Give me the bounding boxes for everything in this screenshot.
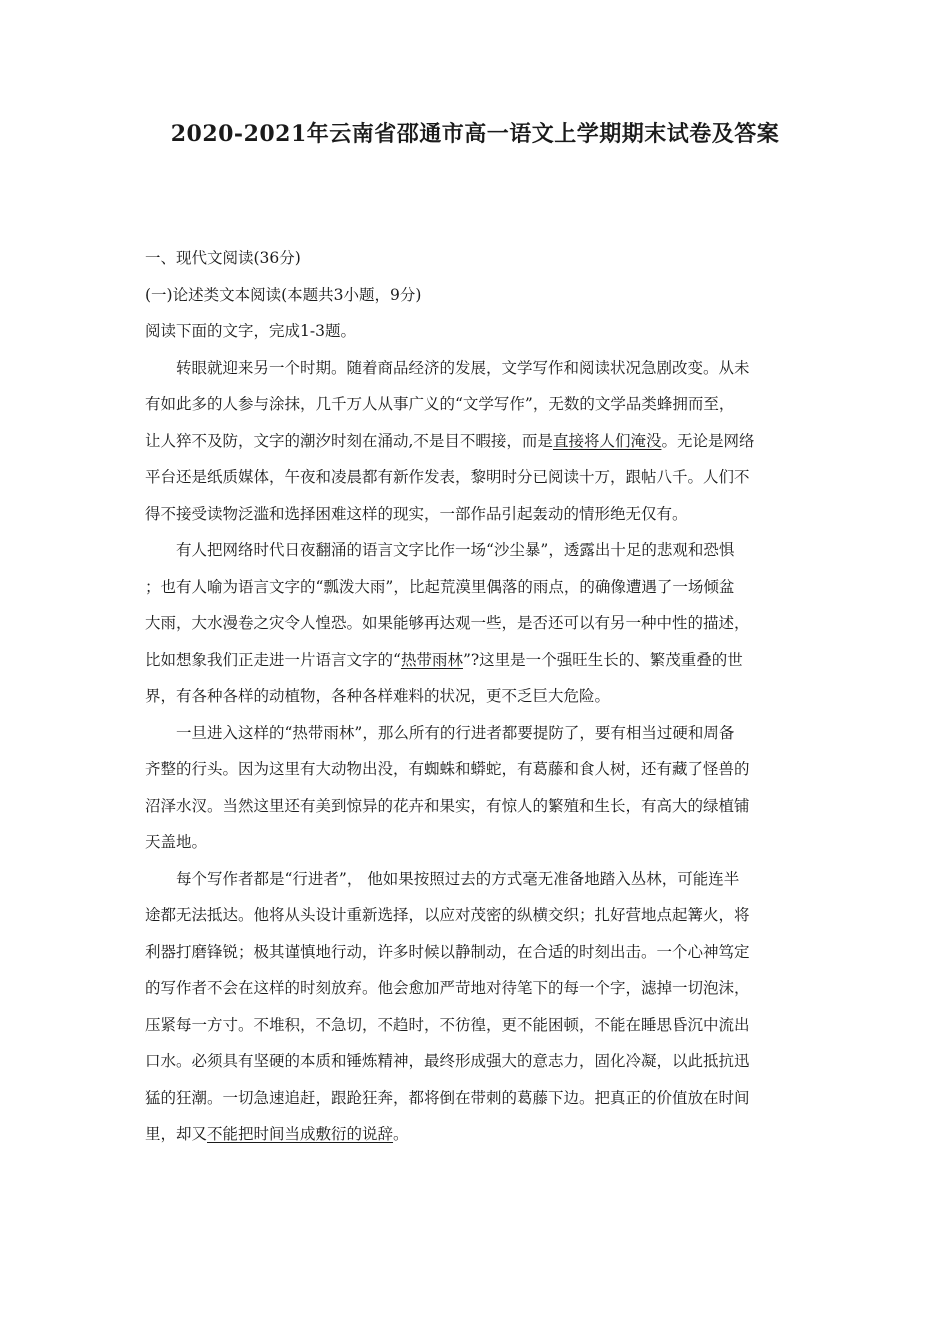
text-line: 有如此多的人参与涂抹，几千万人从事广义的“文学写作”，无数的文学品类蜂拥而至， (145, 395, 735, 413)
text-line: 转眼就迎来另一个时期。随着商品经济的发展，文学写作和阅读状况急剧改变。从未 (176, 358, 750, 377)
text-line: 得不接受读物泛滥和选择困难这样的现实，一部作品引起轰动的情形绝无仅有。 (145, 504, 688, 523)
text-line (145, 1116, 809, 1153)
text-line: 的写作者不会在这样的时刻放弃。他会愈加严苛地对待笔下的每一个字，滤掉一切泡沫， (145, 979, 750, 997)
underlined-phrase: 直接将人们淹没 (552, 431, 662, 450)
text-run: 让人猝不及防，文字的潮汐时刻在涌动,不是目不暇接，而是 (145, 431, 553, 450)
underlined-phrase: 热带雨林 (400, 650, 463, 669)
text-line: 压紧每一方寸。不堆积，不急切，不趋时，不彷徨，更不能困顿，不能在睡思昏沉中流出 (145, 1015, 750, 1034)
text-line: 利器打磨锋锐；极其谨慎地行动，许多时候以静制动，在合适的时刻出击。一个心神笃定 (145, 942, 750, 961)
document-title: 2020-2021年云南省邵通市高一语文上学期期末试卷及答案 (170, 121, 780, 147)
document-body (145, 240, 809, 1153)
text-line: 每个写作者都是“行进者”， 他如果按照过去的方式毫无准备地踏入丛林，可能连半 (176, 869, 740, 888)
section-heading: 一、现代文阅读(36分) (145, 249, 301, 267)
text-run: 比如想象我们正走进一片语言文字的“ (145, 650, 401, 669)
text-line: 天盖地。 (145, 833, 208, 851)
text-run: 。 (393, 1125, 409, 1143)
underlined-phrase: 不能把时间当成敷衍的说辞 (207, 1125, 394, 1143)
text-line: 途都无法抵达。他将从头设计重新选择，以应对茂密的纵横交织；扎好营地点起篝火，将 (145, 906, 750, 924)
paragraph-4 (145, 861, 809, 1153)
text-run: ”?这里是一个强旺生长的、繁茂重叠的世 (462, 650, 743, 669)
reading-instruction: 阅读下面的文字，完成1-3题。 (145, 322, 356, 340)
text-line (145, 423, 809, 460)
paragraph-1 (145, 350, 809, 533)
text-line: 齐整的行头。因为这里有大动物出没，有蜘蛛和蟒蛇，有葛藤和食人树，还有藏了怪兽的 (145, 760, 750, 778)
paragraph-2 (145, 532, 809, 715)
text-line: 沼泽水汊。当然这里还有美到惊异的花卉和果实，有惊人的繁殖和生长，有高大的绿植铺 (145, 796, 750, 815)
text-line: 猛的狂潮。一切急速追赶，跟跄狂奔，都将倒在带刺的葛藤下边。把真正的价值放在时间 (145, 1088, 750, 1107)
text-line: 大雨，大水漫卷之灾令人惶恐。如果能够再达观一些，是否还可以有另一种中性的描述， (145, 614, 750, 632)
text-run: 。无论是网络 (661, 431, 755, 450)
text-line: 平台还是纸质媒体，午夜和凌晨都有新作发表，黎明时分已阅读十万，跟帖八千。人们不 (145, 468, 750, 486)
paragraph-3 (145, 715, 809, 861)
subsection-heading: (一)论述类文本阅读(本题共3小题，9分) (145, 285, 422, 304)
text-line: 一旦进入这样的“热带雨林”，那么所有的行进者都要提防了，要有相当过硬和周备 (176, 723, 735, 742)
text-line: 口水。必须具有坚硬的本质和锤炼精神，最终形成强大的意志力，固化冷凝，以此抵抗迅 (145, 1052, 750, 1070)
text-run: 里，却又 (145, 1125, 208, 1143)
text-line (145, 642, 809, 679)
text-line: 界，有各种各样的动植物，各种各样难料的状况，更不乏巨大危险。 (145, 687, 611, 705)
text-line: 有人把网络时代日夜翻涌的语言文字比作一场“沙尘暴”，透露出十足的悲观和恐惧 (176, 541, 735, 559)
text-line: ；也有人喻为语言文字的“瓢泼大雨”，比起荒漠里偶落的雨点，的确像遭遇了一场倾盆 (145, 577, 735, 596)
